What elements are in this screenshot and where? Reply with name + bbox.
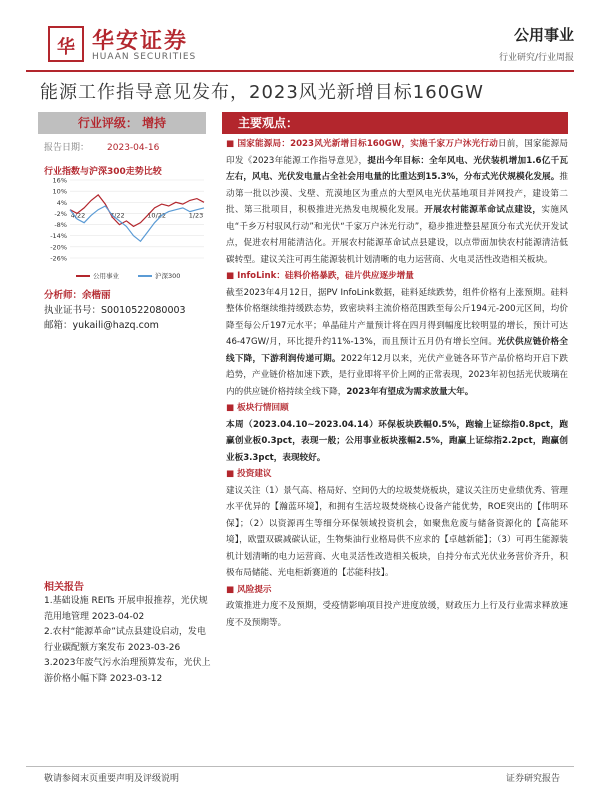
legend-label: 沪深300 (155, 272, 181, 280)
section-risk: ■ 风险提示 政策推进力度不及预期，受疫情影响项目投产进度放缓，财政压力上行及行业需求释放速度不及预期等。 (226, 584, 568, 628)
section-title: 风险提示 (237, 584, 272, 595)
section-nea: ■ 国家能源局：2023风光新增目标160GW，实施千家万户沐光行动日前，国家能源局印发《2023年能源工作指导意见》，提出今年目标：全年风电、光伏装机增加1.6亿千瓦左右，风电、光伏发电量占全社会用电量的比重达到15.3%，分布式光伏规模化发展。推动第一批以沙漠、戈壁、荒漠地区为重点的大型风电光伏基地项目并网投产，建设第二批、第三批项目，积极推进光热发电规模化发展。开展农村能源革命试点建设，实施风电“千乡万村驭风行动”和光伏“千家万户沐光行动”，稳步推进整县屋顶分布式光伏开发试点，促进农村用能清洁化。开展农村能源革命试点县建设，以点带面加快农村能源清洁低碳转型。建议关注可再生能源装机计划清晰的电力运营商、火电灵活性改造相关板块。 (226, 139, 568, 265)
section-market-review: ■ 板块行情回顾 本周（2023.04.10~2023.04.14）环保板块跌幅0.5%，跑输上证综指0.8pct，跑赢创业板0.3pct，表现一般；公用事业板块涨幅2.5%，跑赢上证综指2.2pct，跑赢创业板3.3pct，表现较好。 (226, 403, 568, 463)
y-tick-label: -2% (54, 209, 67, 218)
bullet-icon: ■ (226, 271, 238, 281)
y-tick-label: 16% (52, 176, 67, 185)
bullet-icon: ■ (226, 403, 238, 413)
company-logo (48, 26, 84, 62)
logo-mark: 华 (57, 37, 75, 58)
section-infolink: ■ InfoLink：硅料价格暴跌，硅片供应逐步增量 截至2023年4月12日，据PV InfoLink数据，硅料延续跌势，组件价格有上涨预期。硅料整体价格继续维持缓跌态势，致密块料主流价格范围跌至每公斤194元-200元区间，均价降至每公斤197元水平；单晶硅片产量预计将在四月得到幅度比较明显的增长，预计可达46-47GW/月，环比提升约11%-13%，而且预计五月仍有增长空间。光伏供应链价格全线下降，下游利润传递可期。2022年12月以来，光伏产业链各环节产品价格均开启下跌趋势，产业链价格加速下跌，是行业即将平价上网的正常表现，2023年初包括光伏玻璃在内的供应链价格持续全线下降，2023年有望成为需求放量大年。 (226, 271, 568, 397)
legend-label: 公用事业 (93, 272, 119, 280)
bullet-icon: ■ (226, 584, 238, 595)
y-tick-label: -26% (50, 254, 67, 263)
x-tick-label: 4/22 (70, 211, 86, 220)
chart-title: 行业指数与沪深300走势比较 (44, 167, 162, 177)
x-tick-label: 1/23 (188, 211, 204, 220)
report-date-value: 2023-04-16 (107, 143, 160, 153)
y-tick-label: 4% (56, 198, 67, 207)
related-reports-title: 相关报告 (44, 582, 84, 593)
x-tick-label: 7/22 (110, 211, 125, 220)
analyst-cert: 执业证书号：S0010522080003 (44, 305, 186, 316)
x-tick-label: 10/22 (147, 211, 167, 220)
series-line (70, 195, 204, 227)
main-points-header: 主要观点： (222, 112, 568, 134)
industry-rating: 行业评级： 增持 (38, 112, 206, 134)
related-reports-list (44, 594, 214, 687)
report-type: 行业研究/行业周报 (498, 53, 574, 63)
report-date (44, 140, 159, 153)
report-date-label: 报告日期： (44, 143, 90, 153)
related-report-item[interactable]: 1.基础设施 REITs 开展申报推荐，光伏规范用地管理 2023-04-02 (44, 596, 208, 622)
section-title: 板块行情回顾 (237, 403, 289, 413)
sector-label: 公用事业 (513, 26, 574, 44)
footer-disclaimer: 敬请参阅末页重要声明及评级说明 (44, 774, 180, 784)
footer-label: 证券研究报告 (505, 774, 560, 784)
header-divider (26, 70, 574, 72)
section-title: 投资建议 (237, 469, 272, 479)
y-tick-label: 10% (52, 187, 67, 196)
section-title: 国家能源局：2023风光新增目标160GW，实施千家万户沐光行动 (237, 139, 498, 149)
analyst-email: 邮箱：yukaili@hazq.com (44, 320, 159, 331)
brand-name-en: HUAAN SECURITIES (92, 52, 197, 62)
section-title: InfoLink：硅料价格暴跌，硅片供应逐步增量 (237, 271, 414, 281)
related-report-item[interactable]: 3.2023年废气污水治理预算发布，光伏上游价格小幅下降 2023-03-12 (44, 658, 211, 684)
footer-divider (26, 766, 574, 767)
y-tick-label: -8% (54, 221, 67, 230)
y-tick-label: -20% (50, 243, 67, 252)
index-comparison-chart (40, 176, 210, 284)
bullet-icon: ■ (226, 469, 238, 479)
y-tick-label: -14% (50, 232, 67, 241)
report-title: 能源工作指导意见发布，2023风光新增目标160GW (40, 82, 484, 103)
analyst-info (44, 288, 186, 333)
main-points-body (226, 136, 568, 631)
brand-name: 华安证券 (92, 29, 189, 54)
related-report-item[interactable]: 2.农村“能源革命”试点县建设启动，发电行业碳配额方案发布 2023-03-26 (44, 627, 206, 653)
bullet-icon: ■ (226, 139, 238, 149)
section-investment: ■ 投资建议 建议关注（1）景气高、格局好、空间仍大的垃圾焚烧板块，建议关注历史业绩优秀、管理水平优异的【瀚蓝环境】，和拥有生活垃圾焚烧核心设备产能优势，ROE突出的【伟明环保】；（2）以资源再生等细分环保领域投资机会，如聚焦危废与储备资源化的【高能环境】，欧盟双碳减碳认证，生物柴油行业格局供不应求的【卓越新能】；（3）可再生能源装机计划清晰的电力运营商、火电灵活性改造相关板块，自持分布式光伏业务营价齐升，积极布局储能、光电柜新赛道的【芯能科技】。 (226, 469, 568, 578)
analyst-name: 分析师：余楷丽 (44, 290, 111, 301)
